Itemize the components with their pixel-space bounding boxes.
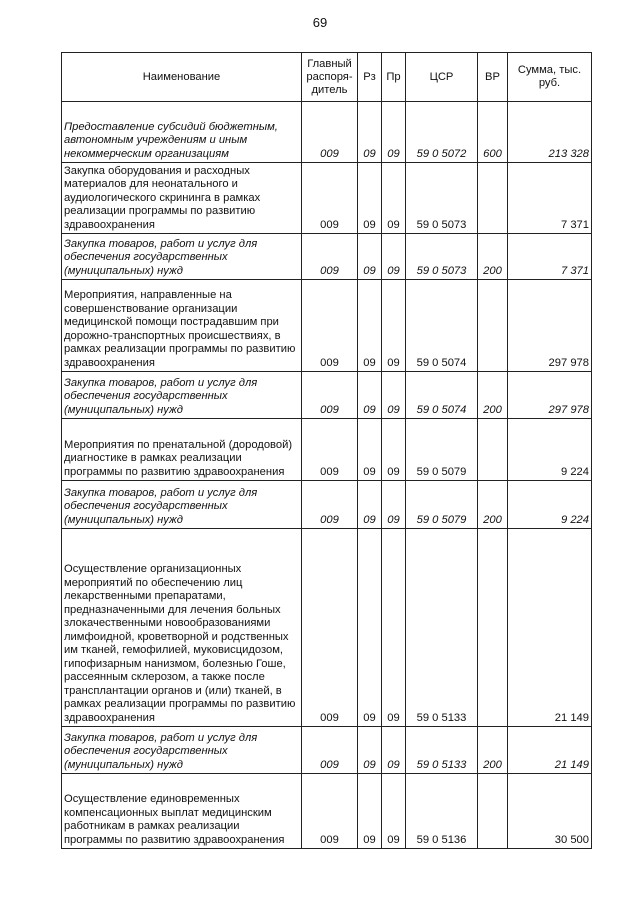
header-row xyxy=(62,53,592,102)
row-pr-cell: 09 xyxy=(382,234,406,280)
row-vr-cell xyxy=(478,529,508,727)
row-pr-cell: 09 xyxy=(382,419,406,481)
row-admin-cell: 009 xyxy=(302,727,358,774)
row-admin-cell: 009 xyxy=(302,419,358,481)
row-admin-cell: 009 xyxy=(302,481,358,529)
row-sum-cell: 7 371 xyxy=(508,163,592,234)
row-vr-cell xyxy=(478,163,508,234)
row-name-cell: Предоставление субсидий бюджетным, автономным учреждениям и иным некоммерческим организациям xyxy=(62,102,302,163)
row-pr-cell: 09 xyxy=(382,481,406,529)
row-sum-cell: 297 978 xyxy=(508,372,592,419)
row-rz-cell: 09 xyxy=(358,481,382,529)
row-vr-cell: 600 xyxy=(478,102,508,163)
row-sum-cell: 21 149 xyxy=(508,727,592,774)
header-rz: Рз xyxy=(358,53,382,102)
table-row xyxy=(62,774,592,849)
table-row xyxy=(62,234,592,280)
row-rz-cell: 09 xyxy=(358,419,382,481)
row-vr-cell: 200 xyxy=(478,372,508,419)
table-row xyxy=(62,481,592,529)
row-name-cell: Закупка оборудования и расходных материалов для неонатального и аудиологического скрининга в рамках реализации программы по развитию здравоохранения xyxy=(62,163,302,234)
row-rz-cell: 09 xyxy=(358,163,382,234)
row-rz-cell: 09 xyxy=(358,280,382,372)
row-csr-cell: 59 0 5072 xyxy=(406,102,478,163)
row-name-cell: Мероприятия, направленные на совершенствование организации медицинской помощи пострадавшим при дорожно-транспортных происшествиях, в рамках реализации программы по развитию здравоохранения xyxy=(62,280,302,372)
row-sum-cell: 9 224 xyxy=(508,419,592,481)
row-pr-cell: 09 xyxy=(382,529,406,727)
row-admin-cell: 009 xyxy=(302,372,358,419)
row-csr-cell: 59 0 5133 xyxy=(406,727,478,774)
row-admin-cell: 009 xyxy=(302,529,358,727)
header-pr: Пр xyxy=(382,53,406,102)
header-csr: ЦСР xyxy=(406,53,478,102)
table-row xyxy=(62,163,592,234)
row-pr-cell: 09 xyxy=(382,372,406,419)
row-sum-cell: 213 328 xyxy=(508,102,592,163)
row-rz-cell: 09 xyxy=(358,529,382,727)
row-name-cell: Закупка товаров, работ и услуг для обеспечения государственных (муниципальных) нужд xyxy=(62,234,302,280)
row-csr-cell: 59 0 5073 xyxy=(406,163,478,234)
row-sum-cell: 30 500 xyxy=(508,774,592,849)
header-sum: Сумма, тыс. руб. xyxy=(508,53,592,102)
row-csr-cell: 59 0 5133 xyxy=(406,529,478,727)
row-sum-cell: 7 371 xyxy=(508,234,592,280)
row-sum-cell: 9 224 xyxy=(508,481,592,529)
row-csr-cell: 59 0 5073 xyxy=(406,234,478,280)
row-rz-cell: 09 xyxy=(358,102,382,163)
row-name-cell: Мероприятия по пренатальной (дородовой) диагностике в рамках реализации программы по развитию здравоохранения xyxy=(62,419,302,481)
header-vr: ВР xyxy=(478,53,508,102)
row-pr-cell: 09 xyxy=(382,727,406,774)
row-rz-cell: 09 xyxy=(358,774,382,849)
row-name-cell: Закупка товаров, работ и услуг для обеспечения государственных (муниципальных) нужд xyxy=(62,372,302,419)
row-rz-cell: 09 xyxy=(358,234,382,280)
row-csr-cell: 59 0 5136 xyxy=(406,774,478,849)
row-vr-cell xyxy=(478,419,508,481)
row-admin-cell: 009 xyxy=(302,163,358,234)
row-vr-cell: 200 xyxy=(478,234,508,280)
row-rz-cell: 09 xyxy=(358,372,382,419)
row-vr-cell xyxy=(478,280,508,372)
row-name-cell: Осуществление организационных мероприятий по обеспечению лиц лекарственными препаратами, предназначенными для лечения больных злокачественными новообразованиями лимфоидной, кроветворной и родственных им тканей, гемофилией, муковисцидозом, гипофизарным нанизмом, болезнью Гоше, рассеянным склерозом, а также после трансплантации органов и (или) тканей, в рамках реализации программы по развитию здравоохранения xyxy=(62,529,302,727)
table-row xyxy=(62,727,592,774)
row-rz-cell: 09 xyxy=(358,727,382,774)
row-csr-cell: 59 0 5079 xyxy=(406,419,478,481)
row-name-cell: Осуществление единовременных компенсационных выплат медицинским работникам в рамках реализации программы по развитию здравоохранения xyxy=(62,774,302,849)
row-pr-cell: 09 xyxy=(382,163,406,234)
row-admin-cell: 009 xyxy=(302,280,358,372)
table-body xyxy=(62,102,592,849)
row-sum-cell: 297 978 xyxy=(508,280,592,372)
row-pr-cell: 09 xyxy=(382,774,406,849)
table-row xyxy=(62,372,592,419)
row-name-cell: Закупка товаров, работ и услуг для обеспечения государственных (муниципальных) нужд xyxy=(62,727,302,774)
row-admin-cell: 009 xyxy=(302,102,358,163)
row-sum-cell: 21 149 xyxy=(508,529,592,727)
row-csr-cell: 59 0 5074 xyxy=(406,372,478,419)
row-admin-cell: 009 xyxy=(302,774,358,849)
table-row xyxy=(62,102,592,163)
table-row xyxy=(62,529,592,727)
row-csr-cell: 59 0 5074 xyxy=(406,280,478,372)
header-admin: Главный распоря-дитель xyxy=(302,53,358,102)
row-vr-cell xyxy=(478,774,508,849)
row-admin-cell: 009 xyxy=(302,234,358,280)
budget-table xyxy=(61,52,592,849)
page-number: 69 xyxy=(312,15,328,30)
row-pr-cell: 09 xyxy=(382,280,406,372)
row-name-cell: Закупка товаров, работ и услуг для обеспечения государственных (муниципальных) нужд xyxy=(62,481,302,529)
row-csr-cell: 59 0 5079 xyxy=(406,481,478,529)
row-vr-cell: 200 xyxy=(478,481,508,529)
row-vr-cell: 200 xyxy=(478,727,508,774)
header-name: Наименование xyxy=(62,53,302,102)
table-row xyxy=(62,280,592,372)
row-pr-cell: 09 xyxy=(382,102,406,163)
table-row xyxy=(62,419,592,481)
